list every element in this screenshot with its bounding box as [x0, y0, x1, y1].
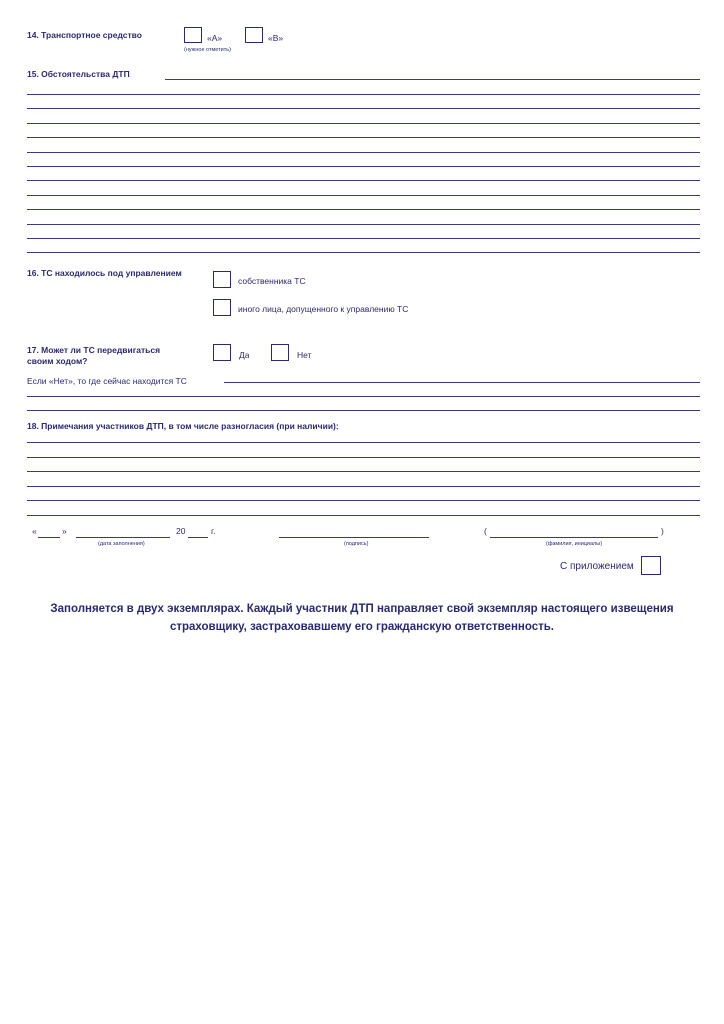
circumstances-line[interactable] [27, 195, 700, 196]
vehicle-b-checkbox[interactable] [245, 27, 263, 43]
circumstances-line[interactable] [27, 166, 700, 167]
vehicle-location-question: Если «Нет», то где сейчас находится ТС [27, 376, 187, 386]
owner-driver-checkbox[interactable] [213, 271, 231, 288]
owner-driver-label: собственника ТС [238, 276, 306, 286]
vehicle-a-checkbox[interactable] [184, 27, 202, 43]
circumstances-line[interactable] [27, 152, 700, 153]
vehicle-location-line[interactable] [27, 396, 700, 397]
notice [30, 600, 694, 636]
vehicle-a-label: «А» [207, 33, 223, 43]
section-14-label: 14. Транспортное средство [27, 30, 142, 40]
attachment-label: С приложением [560, 561, 634, 572]
section-16-label: 16. ТС находилось под управлением [27, 268, 182, 278]
date-caption: (дата заполнения) [98, 541, 145, 547]
vehicle-location-line[interactable] [224, 382, 700, 383]
circumstances-line[interactable] [27, 94, 700, 95]
participant-notes-line[interactable] [27, 442, 700, 443]
date-month-line[interactable] [76, 537, 170, 538]
can-move-no-checkbox[interactable] [271, 344, 289, 361]
date-year-line[interactable] [188, 537, 208, 538]
participant-notes-line[interactable] [27, 515, 700, 516]
date-year-suffix: г. [211, 526, 216, 536]
circumstances-line[interactable] [165, 79, 700, 80]
circumstances-line[interactable] [27, 180, 700, 181]
participant-notes-line[interactable] [27, 457, 700, 458]
can-move-yes-label: Да [239, 350, 250, 360]
section-15-label: 15. Обстоятельства ДТП [27, 69, 130, 79]
notice-line-1: Заполняется в двух экземплярах. Каждый участник ДТП направляет свой экземпляр настоящего извещения [50, 603, 674, 615]
section-17-label-line1: 17. Может ли ТС передвигаться [27, 345, 161, 355]
participant-notes-line[interactable] [27, 500, 700, 501]
circumstances-line[interactable] [27, 137, 700, 138]
vehicle-location-line[interactable] [27, 410, 700, 411]
name-line[interactable] [490, 537, 658, 538]
circumstances-line[interactable] [27, 108, 700, 109]
circumstances-line[interactable] [27, 209, 700, 210]
section-17-label-line2: своим ходом? [27, 356, 88, 366]
other-driver-checkbox[interactable] [213, 299, 231, 316]
participant-notes-line[interactable] [27, 486, 700, 487]
section-18-label: 18. Примечания участников ДТП, в том числе разногласия (при наличии): [27, 421, 339, 431]
circumstances-line[interactable] [27, 238, 700, 239]
signature-caption: (подпись) [344, 541, 369, 547]
can-move-no-label: Нет [297, 350, 312, 360]
date-year-prefix: 20 [176, 526, 186, 536]
circumstances-line[interactable] [27, 224, 700, 225]
can-move-yes-checkbox[interactable] [213, 344, 231, 361]
vehicle-b-label: «В» [268, 33, 284, 43]
signature-line[interactable] [279, 537, 429, 538]
attachment-checkbox[interactable] [641, 556, 661, 575]
other-driver-label: иного лица, допущенного к управлению ТС [238, 304, 409, 314]
date-quote-open: « [32, 526, 37, 536]
circumstances-line[interactable] [27, 252, 700, 253]
circumstances-line[interactable] [27, 123, 700, 124]
date-quote-close: » [62, 526, 67, 536]
date-day-line[interactable] [38, 537, 60, 538]
notice-line-2: страховщику, застраховавшему его гражданскую ответственность. [169, 621, 555, 633]
section-14-hint: (нужное отметить) [184, 47, 231, 53]
name-paren-open: ( [484, 526, 487, 536]
participant-notes-line[interactable] [27, 471, 700, 472]
name-paren-close: ) [661, 526, 664, 536]
name-caption: (фамилия, инициалы) [546, 541, 603, 547]
